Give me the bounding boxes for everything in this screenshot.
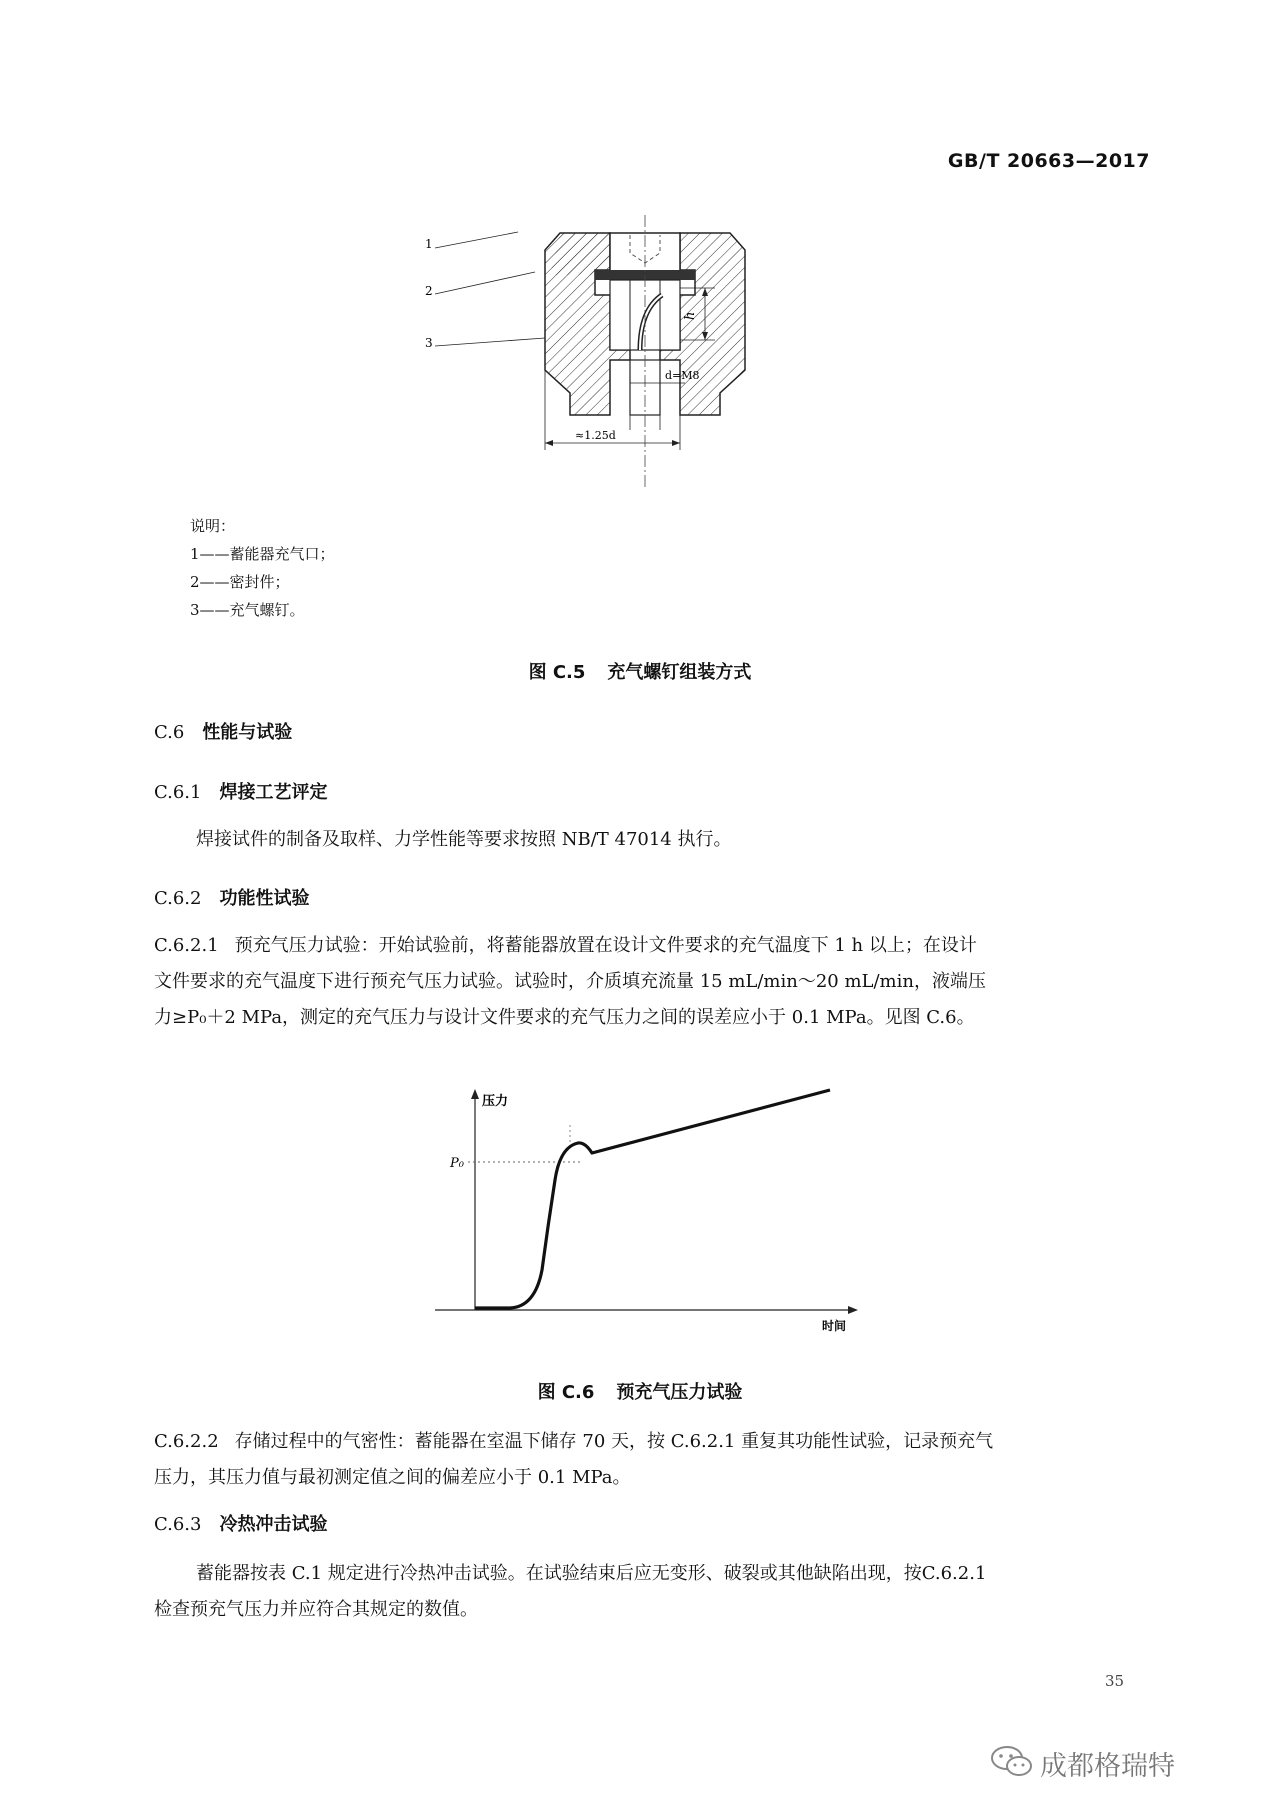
para-c621-line-3: 力≥P₀＋2 MPa，测定的充气压力与设计文件要求的充气压力之间的误差应小于 0.1 MPa。见图 C.6。	[154, 1007, 975, 1028]
x-axis-label: 时间	[822, 1319, 847, 1333]
dim-height: h	[683, 311, 698, 320]
para-c621-num: C.6.2.1	[154, 935, 219, 956]
para-c622	[154, 1424, 1154, 1496]
figure-c6-caption-num: 图 C.6	[537, 1382, 595, 1403]
callout-3: 3	[425, 336, 433, 350]
section-c6-title: 性能与试验	[202, 722, 293, 743]
section-c63-line-2: 检查预充气压力并应符合其规定的数值。	[154, 1599, 478, 1620]
figure-c6-chart	[430, 1085, 880, 1335]
para-c621-text-1: 预充气压力试验：开始试验前，将蓄能器放置在设计文件要求的充气温度下 1 h 以上；在设计	[234, 935, 977, 956]
section-c63-title: 冷热冲击试验	[219, 1514, 328, 1535]
dim-width: ≈1.25d	[575, 429, 616, 442]
section-c61-body: 焊接试件的制备及取样、力学性能等要求按照 NB/T 47014 执行。	[196, 829, 732, 850]
dim-d: d=M8	[665, 369, 700, 382]
section-c62-title: 功能性试验	[219, 888, 310, 909]
legend-item-1: 1——蓄能器充气口；	[190, 545, 335, 563]
section-c61-title: 焊接工艺评定	[219, 782, 328, 803]
p0-label: P₀	[450, 1156, 464, 1171]
para-c621-line-2: 文件要求的充气温度下进行预充气压力试验。试验时，介质填充流量 15 mL/min～20 mL/min，液端压	[154, 971, 986, 992]
section-c62-heading	[154, 884, 309, 910]
figure-c5-caption-num: 图 C.5	[528, 662, 586, 683]
callout-2: 2	[425, 284, 433, 298]
para-c622-line-2: 压力，其压力值与最初测定值之间的偏差应小于 0.1 MPa。	[154, 1467, 631, 1488]
section-c63-num: C.6.3	[154, 1514, 202, 1535]
section-c63-line-1: 蓄能器按表 C.1 规定进行冷热冲击试验。在试验结束后应无变形、破裂或其他缺陷出现，按C.6.2.1	[196, 1563, 987, 1584]
legend-title: 说明：	[190, 517, 236, 535]
para-c622-num: C.6.2.2	[154, 1431, 219, 1452]
figure-c5-legend	[190, 512, 335, 624]
watermark-text: 成都格瑞特	[1040, 1751, 1175, 1782]
legend-item-3: 3——充气螺钉。	[190, 601, 305, 619]
para-c621	[154, 928, 1154, 1036]
section-c61-heading	[154, 778, 327, 804]
callout-1: 1	[425, 237, 433, 251]
pressure-curve	[475, 1090, 830, 1308]
section-c61-num: C.6.1	[154, 782, 202, 803]
figure-c5-caption	[0, 658, 1280, 684]
section-c6-num: C.6	[154, 722, 185, 743]
section-c6-heading	[154, 718, 292, 744]
figure-c5-callouts	[410, 220, 560, 360]
section-c63-body	[154, 1556, 1154, 1628]
legend-item-2: 2——密封件；	[190, 573, 290, 591]
para-c622-line-1	[154, 1424, 1154, 1460]
section-c63-heading	[154, 1510, 327, 1536]
y-axis-label: 压力	[482, 1094, 509, 1109]
figure-c5-caption-title: 充气螺钉组装方式	[607, 662, 752, 683]
section-c62-num: C.6.2	[154, 888, 202, 909]
para-c622-text-1: 存储过程中的气密性：蓄能器在室温下储存 70 天，按 C.6.2.1 重复其功能性试验，记录预充气	[234, 1431, 994, 1452]
figure-c6-caption-title: 预充气压力试验	[616, 1382, 743, 1403]
figure-c6-caption	[0, 1378, 1280, 1404]
standard-code: GB/T 20663—2017	[947, 150, 1150, 172]
para-c621-line-1	[154, 928, 1154, 964]
wechat-icon	[990, 1744, 1034, 1780]
page-number: 35	[1105, 1672, 1125, 1690]
